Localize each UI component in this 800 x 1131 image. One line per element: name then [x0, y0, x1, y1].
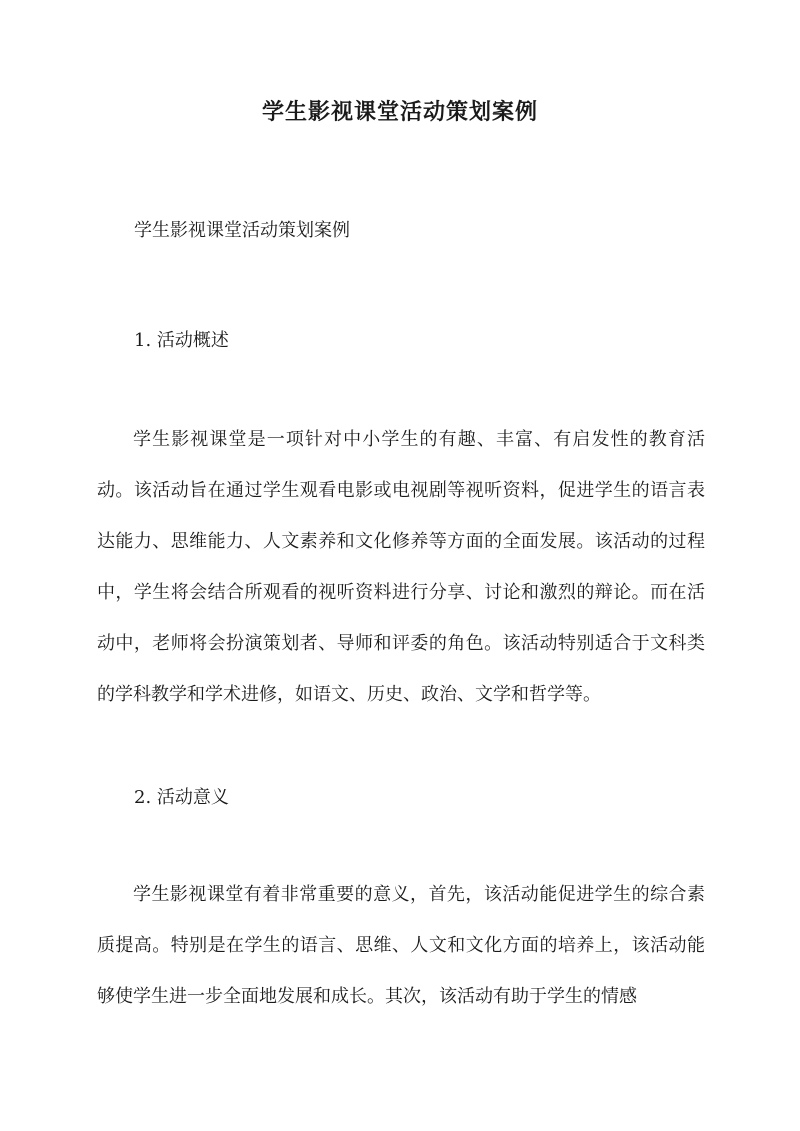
document-title: 学生影视课堂活动策划案例 [261, 99, 538, 125]
section-paragraph-significance: 学生影视课堂有着非常重要的意义，首先，该活动能促进学生的综合素质提高。特别是在学生的语言、思维、人文和文化方面的培养上，该活动能够使学生进一步全面地发展和成长。其次，该活动有助于学生的情感 [97, 884, 705, 1007]
section-heading-significance: 2. 活动意义 [134, 787, 229, 808]
document-subtitle: 学生影视课堂活动策划案例 [134, 220, 350, 241]
section-heading-overview: 1. 活动概述 [134, 330, 229, 351]
section-paragraph-overview: 学生影视课堂是一项针对中小学生的有趣、丰富、有启发性的教育活动。该活动旨在通过学生观看电影或电视剧等视听资料，促进学生的语言表达能力、思维能力、人文素养和文化修养等方面的全面发展。该活动的过程中，学生将会结合所观看的视听资料进行分享、讨论和激烈的辩论。而在活动中，老师将会扮演策划者、导师和评委的角色。该活动特别适合于文科类的学科教学和学术进修，如语文、历史、政治、文学和哲学等。 [97, 429, 705, 705]
